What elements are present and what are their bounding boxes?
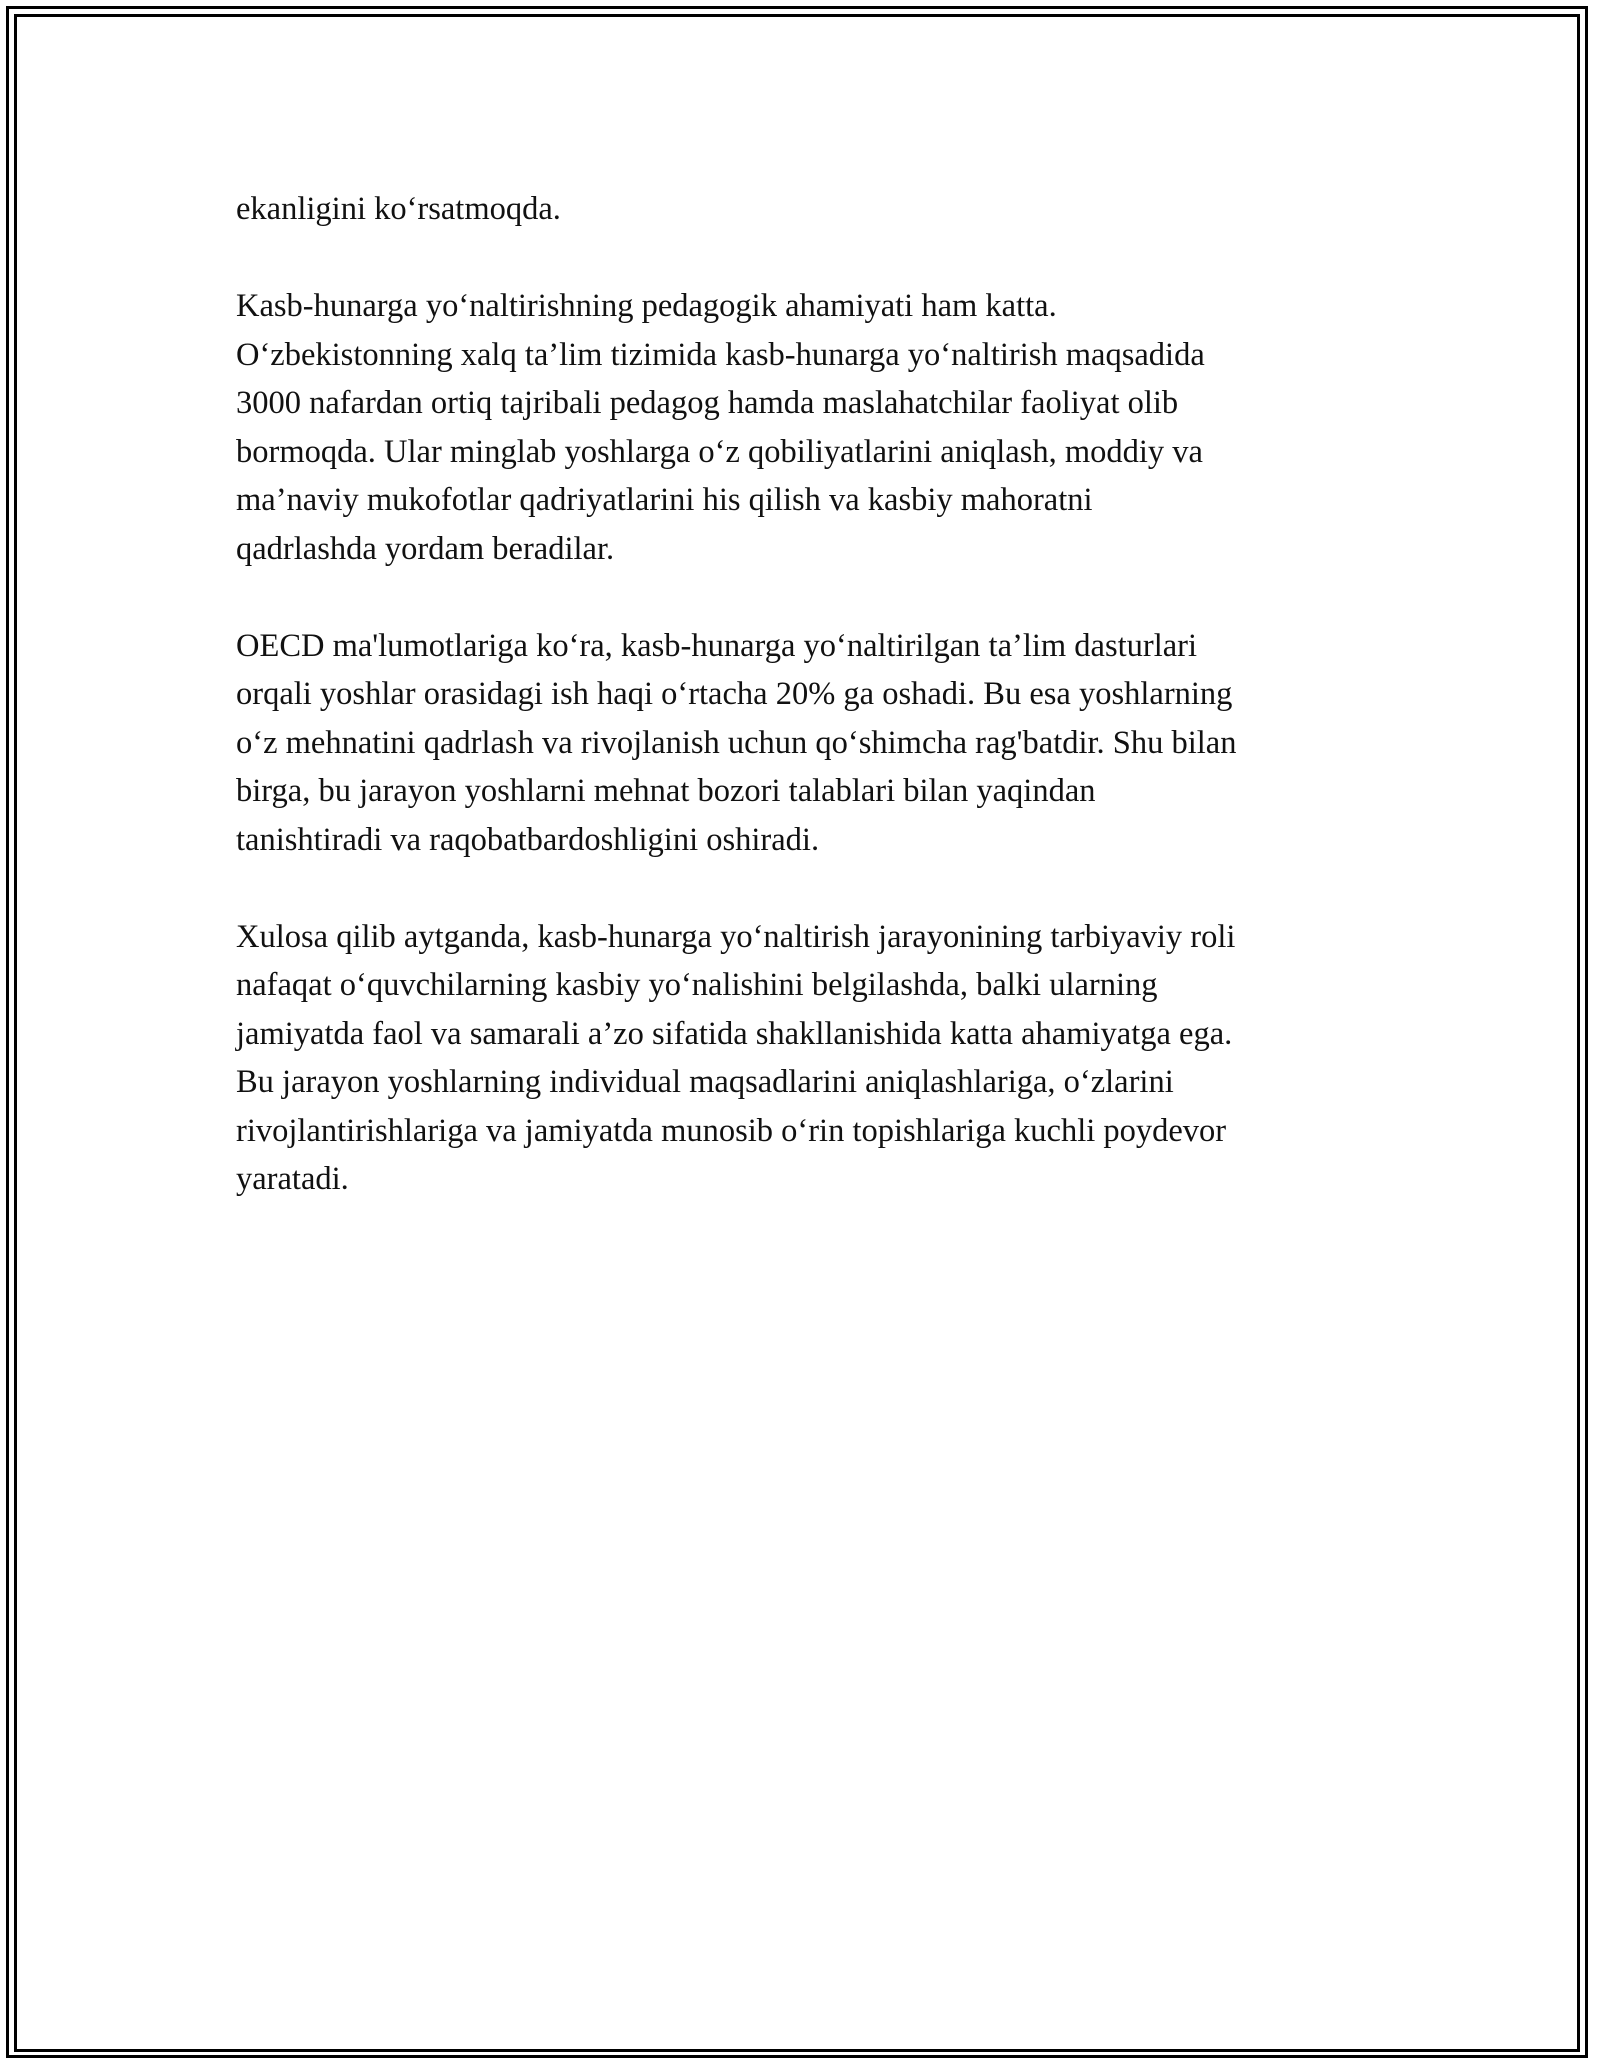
paragraph-oecd-data: OECD ma'lumotlariga ko‘ra, kasb-hunarga yo‘naltirilgan ta’lim dasturlari orqali yoshlar orasidagi ish haqi o‘rtacha 20% ga oshadi. Bu esa yoshlarning o‘z mehnatini qadrlash va rivojlanish uchun qo‘shimcha rag'batdir. Shu bilan birga, bu jarayon yoshlarni mehnat bozori talablari bilan yaqindan tanishtiradi va raqobatbardoshligini oshiradi. [236,627,1237,858]
paragraph-conclusion: Xulosa qilib aytganda, kasb-hunarga yo‘naltirish jarayonining tarbiyaviy roli nafaqat o‘quvchilarning kasbiy yo‘nalishini belgilashda, balki ularning jamiyatda faol va samarali a’zo sifatida shakllanishida katta ahamiyatga ega. Bu jarayon yoshlarning individual maqsadlarini aniqlashlariga, o‘zlarini rivojlantirishlariga va jamiyatda munosib o‘rin topishlariga kuchli poydevor yaratadi. [236,918,1236,1197]
paragraph-continuation: ekanligini ko‘rsatmoqda. [236,191,561,227]
paragraph-pedagogical-importance: Kasb-hunarga yo‘naltirishning pedagogik ahamiyati ham katta. O‘zbekistonning xalq ta’lim tizimida kasb-hunarga yo‘naltirish maqsadida 3000 nafardan ortiq tajribali pedagog hamda maslahatchilar faoliyat olib bormoqda. Ular minglab yoshlarga o‘z qobiliyatlarini aniqlash, moddiy va ma’naviy mukofotlar qadriyatlarini his qilish va kasbiy mahoratni qadrlashda yordam beradilar. [236,288,1205,567]
document-body [236,185,1376,1252]
